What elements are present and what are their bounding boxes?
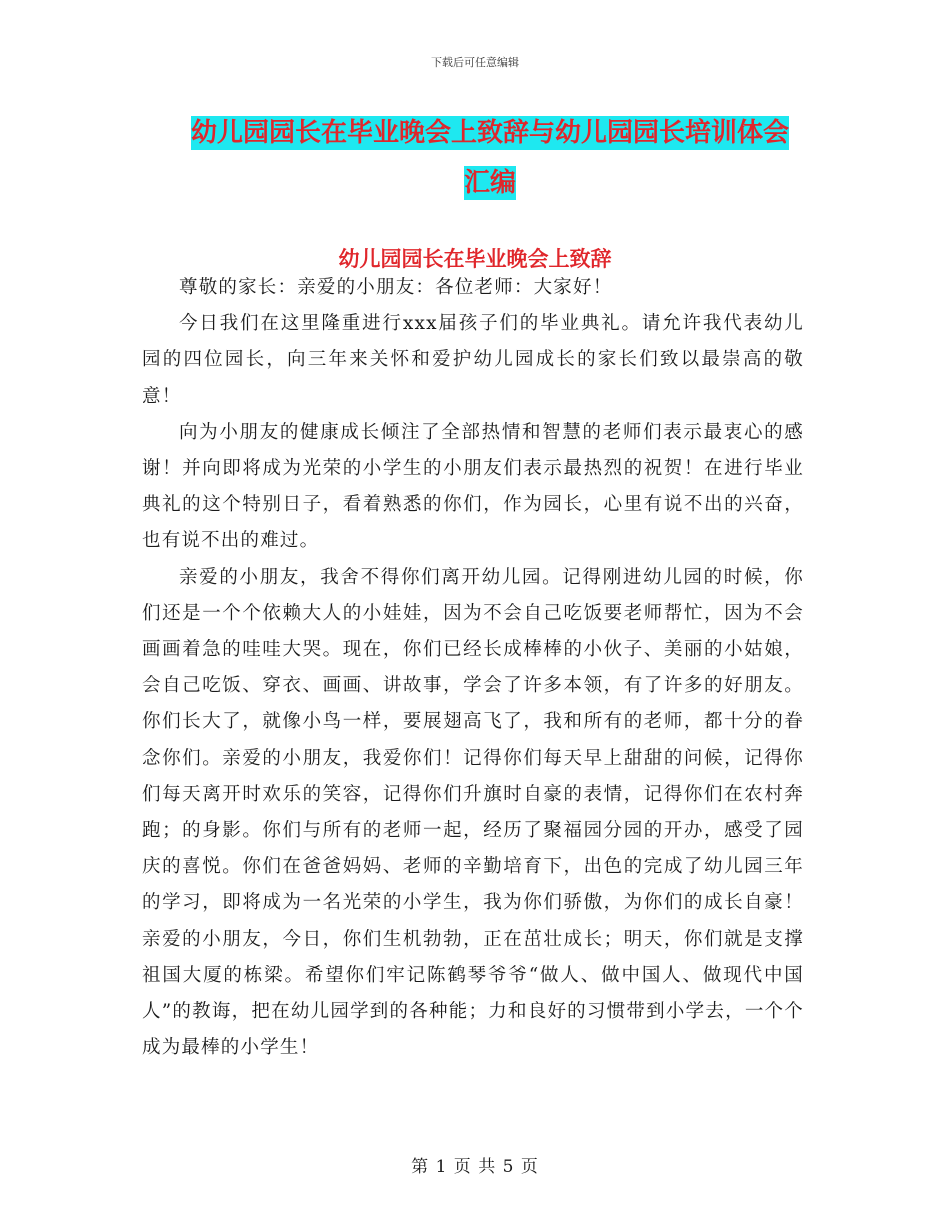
- paragraph-greeting: 尊敬的家长：亲爱的小朋友：各位老师：大家好！: [179, 277, 613, 298]
- section-title: 幼儿园园长在毕业晚会上致辞: [338, 247, 612, 271]
- paragraph: 向为小朋友的健康成长倾注了全部热情和智慧的老师们表示最衷心的感谢！并向即将成为光荣的小学生的小朋友们表示最热烈的祝贺！在进行毕业典礼的这个特别日子，看着熟悉的你们，作为园长，心里有说不出的兴奋，也有说不出的难过。: [142, 421, 804, 552]
- paragraph: 今日我们在这里隆重进行xxx届孩子们的毕业典礼。请允许我代表幼儿园的四位园长，向三年来关怀和爱护幼儿园成长的家长们致以最崇高的敬意！: [142, 313, 804, 407]
- paragraph: 亲爱的小朋友，我舍不得你们离开幼儿园。记得刚进幼儿园的时候，你们还是一个个依赖大人的小娃娃，因为不会自己吃饭要老师帮忙，因为不会画画着急的哇哇大哭。现在，你们已经长成棒棒的小伙子、美丽的小姑娘，会自己吃饭、穿衣、画画、讲故事，学会了许多本领，有了许多的好朋友。你们长大了，就像小鸟一样，要展翅高飞了，我和所有的老师，都十分的眷念你们。亲爱的小朋友，我爱你们！记得你们每天早上甜甜的问候，记得你们每天离开时欢乐的笑容，记得你们升旗时自豪的表情，记得你们在农村奔跑；的身影。你们与所有的老师一起，经历了聚福园分园的开办，感受了园庆的喜悦。你们在爸爸妈妈、老师的辛勤培育下，出色的完成了幼儿园三年的学习，即将成为一名光荣的小学生，我为你们骄傲，为你们的成长自豪！亲爱的小朋友，今日，你们生机勃勃，正在茁壮成长；明天，你们就是支撑祖国大厦的栋梁。希望你们牢记陈鹤琴爷爷“做人、做中国人、做现代中国人”的教诲，把在幼儿园学到的各种能；力和良好的习惯带到小学去，一个个成为最棒的小学生！: [142, 566, 804, 1059]
- document-title-line1: 幼儿园园长在毕业晚会上致辞与幼儿园园长培训体会: [190, 118, 789, 148]
- page-footer: 第 1 页 共 5 页: [411, 1157, 539, 1177]
- document-title: [140, 108, 840, 208]
- document-title-line2: 汇编: [463, 168, 516, 198]
- body-text: [142, 270, 804, 1066]
- header-note: 下载后可任意编辑: [431, 56, 519, 69]
